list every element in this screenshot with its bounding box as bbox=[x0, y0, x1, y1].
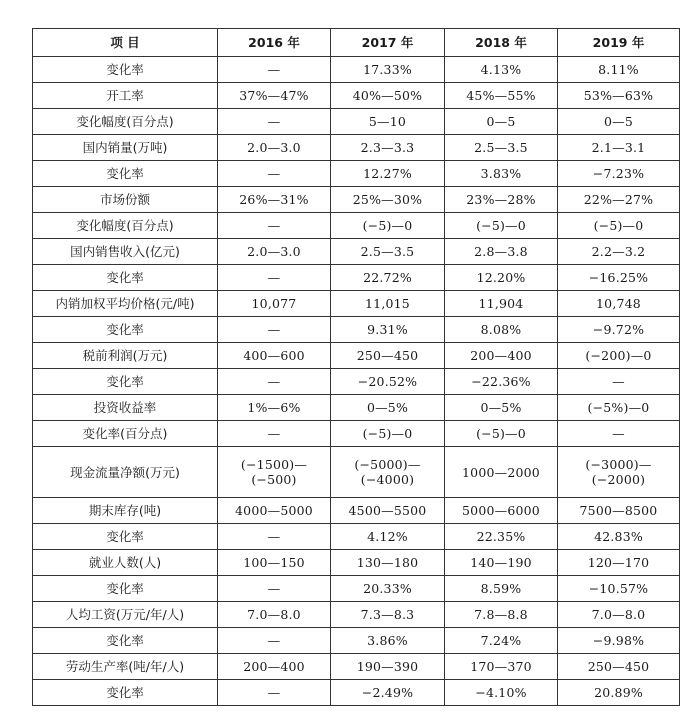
row-label: 变化率 bbox=[33, 576, 218, 602]
cell-value: (−5000)— (−4000) bbox=[331, 447, 445, 498]
row-label: 内销加权平均价格(元/吨) bbox=[33, 291, 218, 317]
table-row bbox=[33, 213, 680, 239]
cell-value: 20.33% bbox=[331, 576, 445, 602]
row-label: 变化率 bbox=[33, 369, 218, 395]
cell-value: 9.31% bbox=[331, 317, 445, 343]
cell-value: (−5)—0 bbox=[445, 213, 558, 239]
cell-value: — bbox=[218, 421, 331, 447]
cell-value: 250—450 bbox=[331, 343, 445, 369]
cell-value: −9.72% bbox=[558, 317, 680, 343]
cell-value: — bbox=[218, 57, 331, 83]
cell-value: 2.0—3.0 bbox=[218, 135, 331, 161]
cell-value: — bbox=[558, 369, 680, 395]
table-row bbox=[33, 135, 680, 161]
cell-value: 3.86% bbox=[331, 628, 445, 654]
table-row bbox=[33, 239, 680, 265]
table-row bbox=[33, 395, 680, 421]
row-label: 投资收益率 bbox=[33, 395, 218, 421]
cell-value: (−5)—0 bbox=[331, 213, 445, 239]
cell-value: 190—390 bbox=[331, 654, 445, 680]
cell-value: (−200)—0 bbox=[558, 343, 680, 369]
row-label: 市场份额 bbox=[33, 187, 218, 213]
cell-value: — bbox=[218, 317, 331, 343]
row-label: 国内销售收入(亿元) bbox=[33, 239, 218, 265]
cell-value: 8.08% bbox=[445, 317, 558, 343]
row-label: 变化幅度(百分点) bbox=[33, 213, 218, 239]
cell-value: 3.83% bbox=[445, 161, 558, 187]
header-item: 项 目 bbox=[33, 29, 218, 57]
table-row bbox=[33, 109, 680, 135]
cell-value: (−5)—0 bbox=[445, 421, 558, 447]
cell-value: 140—190 bbox=[445, 550, 558, 576]
cell-value: — bbox=[218, 524, 331, 550]
table-row bbox=[33, 161, 680, 187]
cell-value: — bbox=[218, 161, 331, 187]
cell-value: 26%—31% bbox=[218, 187, 331, 213]
cell-value: −2.49% bbox=[331, 680, 445, 706]
cell-value: 7500—8500 bbox=[558, 498, 680, 524]
cell-value: 0—5 bbox=[445, 109, 558, 135]
cell-value: 12.20% bbox=[445, 265, 558, 291]
row-label: 现金流量净额(万元) bbox=[33, 447, 218, 498]
cell-value: 4000—5000 bbox=[218, 498, 331, 524]
cell-value: 20.89% bbox=[558, 680, 680, 706]
cell-value: 170—370 bbox=[445, 654, 558, 680]
cell-value: 37%—47% bbox=[218, 83, 331, 109]
cell-value: −9.98% bbox=[558, 628, 680, 654]
cell-value: — bbox=[218, 109, 331, 135]
table-row bbox=[33, 343, 680, 369]
row-label: 变化率 bbox=[33, 317, 218, 343]
table-header bbox=[33, 29, 680, 57]
cell-value: — bbox=[218, 680, 331, 706]
table-row bbox=[33, 576, 680, 602]
cell-value: 0—5% bbox=[445, 395, 558, 421]
cell-value: 22%—27% bbox=[558, 187, 680, 213]
cell-value: 400—600 bbox=[218, 343, 331, 369]
cell-value: 8.59% bbox=[445, 576, 558, 602]
table-row bbox=[33, 57, 680, 83]
cell-value: 2.3—3.3 bbox=[331, 135, 445, 161]
table-row bbox=[33, 187, 680, 213]
cell-value: 12.27% bbox=[331, 161, 445, 187]
cell-value: — bbox=[218, 369, 331, 395]
cell-value: 4.13% bbox=[445, 57, 558, 83]
row-label: 就业人数(人) bbox=[33, 550, 218, 576]
row-label: 变化率 bbox=[33, 628, 218, 654]
table-row bbox=[33, 421, 680, 447]
cell-value: −4.10% bbox=[445, 680, 558, 706]
cell-value: 40%—50% bbox=[331, 83, 445, 109]
row-label: 变化率 bbox=[33, 57, 218, 83]
cell-value: 7.24% bbox=[445, 628, 558, 654]
cell-value: 8.11% bbox=[558, 57, 680, 83]
table-row bbox=[33, 291, 680, 317]
row-label: 变化率 bbox=[33, 680, 218, 706]
cell-value: 0—5% bbox=[331, 395, 445, 421]
row-label: 人均工资(万元/年/人) bbox=[33, 602, 218, 628]
cell-value: 25%—30% bbox=[331, 187, 445, 213]
cell-value: (−3000)— (−2000) bbox=[558, 447, 680, 498]
cell-value: (−1500)— (−500) bbox=[218, 447, 331, 498]
row-label: 期末库存(吨) bbox=[33, 498, 218, 524]
cell-value: 7.0—8.0 bbox=[218, 602, 331, 628]
cell-value: 100—150 bbox=[218, 550, 331, 576]
cell-value: (−5%)—0 bbox=[558, 395, 680, 421]
cell-value: 22.72% bbox=[331, 265, 445, 291]
header-year-2019: 2019 年 bbox=[558, 29, 680, 57]
cell-value: 2.5—3.5 bbox=[331, 239, 445, 265]
cell-value: −20.52% bbox=[331, 369, 445, 395]
table-row bbox=[33, 447, 680, 498]
cell-value: 2.1—3.1 bbox=[558, 135, 680, 161]
cell-value: 120—170 bbox=[558, 550, 680, 576]
data-table bbox=[32, 28, 680, 706]
cell-value: (−5)—0 bbox=[331, 421, 445, 447]
cell-value: 200—400 bbox=[445, 343, 558, 369]
cell-value: 5—10 bbox=[331, 109, 445, 135]
table-row bbox=[33, 654, 680, 680]
table-row bbox=[33, 498, 680, 524]
cell-value: 0—5 bbox=[558, 109, 680, 135]
cell-value: 250—450 bbox=[558, 654, 680, 680]
cell-value: — bbox=[218, 213, 331, 239]
cell-value: — bbox=[558, 421, 680, 447]
cell-value: 7.3—8.3 bbox=[331, 602, 445, 628]
row-label: 税前利润(万元) bbox=[33, 343, 218, 369]
table-row bbox=[33, 369, 680, 395]
cell-value: 10,077 bbox=[218, 291, 331, 317]
cell-value: 7.8—8.8 bbox=[445, 602, 558, 628]
cell-value: 10,748 bbox=[558, 291, 680, 317]
cell-value: 2.8—3.8 bbox=[445, 239, 558, 265]
row-label: 劳动生产率(吨/年/人) bbox=[33, 654, 218, 680]
row-label: 变化率 bbox=[33, 161, 218, 187]
cell-value: 7.0—8.0 bbox=[558, 602, 680, 628]
row-label: 开工率 bbox=[33, 83, 218, 109]
header-row bbox=[33, 29, 680, 57]
row-label: 国内销量(万吨) bbox=[33, 135, 218, 161]
table-body bbox=[33, 57, 680, 706]
cell-value: −16.25% bbox=[558, 265, 680, 291]
row-label: 变化率 bbox=[33, 265, 218, 291]
table-row bbox=[33, 628, 680, 654]
row-label: 变化幅度(百分点) bbox=[33, 109, 218, 135]
cell-value: 22.35% bbox=[445, 524, 558, 550]
cell-value: 11,904 bbox=[445, 291, 558, 317]
header-year-2016: 2016 年 bbox=[218, 29, 331, 57]
cell-value: 4500—5500 bbox=[331, 498, 445, 524]
table-row bbox=[33, 550, 680, 576]
row-label: 变化率(百分点) bbox=[33, 421, 218, 447]
cell-value: 17.33% bbox=[331, 57, 445, 83]
cell-value: 23%—28% bbox=[445, 187, 558, 213]
cell-value: — bbox=[218, 576, 331, 602]
table-row bbox=[33, 265, 680, 291]
table-row bbox=[33, 602, 680, 628]
table-row bbox=[33, 317, 680, 343]
cell-value: 42.83% bbox=[558, 524, 680, 550]
cell-value: −7.23% bbox=[558, 161, 680, 187]
cell-value: (−5)—0 bbox=[558, 213, 680, 239]
cell-value: 2.2—3.2 bbox=[558, 239, 680, 265]
cell-value: 45%—55% bbox=[445, 83, 558, 109]
header-year-2018: 2018 年 bbox=[445, 29, 558, 57]
cell-value: — bbox=[218, 628, 331, 654]
cell-value: 4.12% bbox=[331, 524, 445, 550]
cell-value: 11,015 bbox=[331, 291, 445, 317]
cell-value: 5000—6000 bbox=[445, 498, 558, 524]
cell-value: 2.0—3.0 bbox=[218, 239, 331, 265]
table-row bbox=[33, 680, 680, 706]
cell-value: −22.36% bbox=[445, 369, 558, 395]
cell-value: 1%—6% bbox=[218, 395, 331, 421]
header-year-2017: 2017 年 bbox=[331, 29, 445, 57]
cell-value: −10.57% bbox=[558, 576, 680, 602]
cell-value: 200—400 bbox=[218, 654, 331, 680]
cell-value: 53%—63% bbox=[558, 83, 680, 109]
table-row bbox=[33, 524, 680, 550]
table-row bbox=[33, 83, 680, 109]
cell-value: 130—180 bbox=[331, 550, 445, 576]
row-label: 变化率 bbox=[33, 524, 218, 550]
cell-value: — bbox=[218, 265, 331, 291]
cell-value: 2.5—3.5 bbox=[445, 135, 558, 161]
cell-value: 1000—2000 bbox=[445, 447, 558, 498]
